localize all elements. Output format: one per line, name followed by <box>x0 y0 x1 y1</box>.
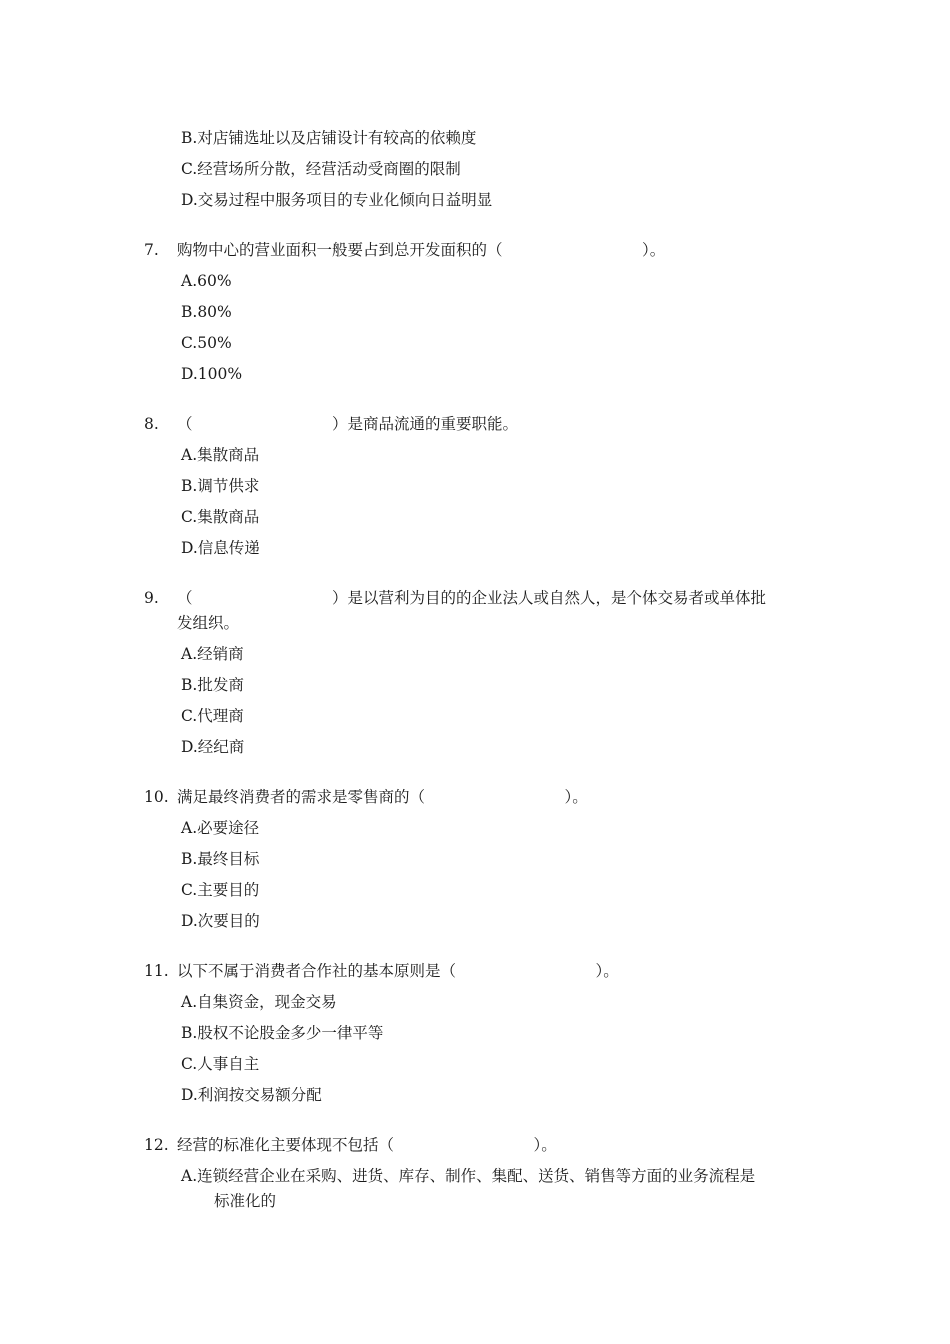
option-a: A.集散商品 <box>181 446 260 464</box>
option-c: C.经营场所分散，经营活动受商圈的限制 <box>181 160 461 178</box>
option-b: B.对店铺选址以及店铺设计有较高的依赖度 <box>181 129 477 147</box>
option-a-continuation: 标准化的 <box>214 1192 277 1210</box>
question-stem-continuation: 发组织。 <box>177 614 240 632</box>
option-c: C.人事自主 <box>181 1055 260 1073</box>
option-d: D.信息传递 <box>181 539 260 557</box>
option-c: C.50% <box>181 334 232 352</box>
option-b: B.80% <box>181 303 232 321</box>
question-number: 9. <box>144 589 159 607</box>
question-stem: 满足最终消费者的需求是零售商的（ ）。 <box>177 788 588 806</box>
option-a: A.必要途径 <box>181 819 260 837</box>
question-number: 8. <box>144 415 159 433</box>
option-d: D.100% <box>181 365 243 383</box>
option-d: D.利润按交易额分配 <box>181 1086 322 1104</box>
question-stem: 以下不属于消费者合作社的基本原则是（ ）。 <box>177 962 619 980</box>
question-stem: （ ）是商品流通的重要职能。 <box>177 415 519 433</box>
question-number: 7. <box>144 241 159 259</box>
option-a: A.连锁经营企业在采购、进货、库存、制作、集配、送货、销售等方面的业务流程是 <box>181 1167 756 1185</box>
option-a: A.60% <box>181 272 232 290</box>
option-b: B.最终目标 <box>181 850 260 868</box>
option-b: B.调节供求 <box>181 477 260 495</box>
option-d: D.经纪商 <box>181 738 245 756</box>
question-stem: （ ）是以营利为目的的企业法人或自然人，是个体交易者或单体批 <box>177 589 767 607</box>
question-number: 11. <box>144 962 169 980</box>
option-d: D.交易过程中服务项目的专业化倾向日益明显 <box>181 191 493 209</box>
option-c: C.代理商 <box>181 707 244 725</box>
option-a: A.经销商 <box>181 645 244 663</box>
option-b: B.股权不论股金多少一律平等 <box>181 1024 384 1042</box>
option-d: D.次要目的 <box>181 912 260 930</box>
option-c: C.主要目的 <box>181 881 260 899</box>
question-number: 10. <box>144 788 169 806</box>
option-b: B.批发商 <box>181 676 244 694</box>
option-c: C.集散商品 <box>181 508 260 526</box>
question-stem: 购物中心的营业面积一般要占到总开发面积的（ ）。 <box>177 241 666 259</box>
option-a: A.自集资金，现金交易 <box>181 993 337 1011</box>
question-number: 12. <box>144 1136 169 1154</box>
question-stem: 经营的标准化主要体现不包括（ ）。 <box>177 1136 557 1154</box>
